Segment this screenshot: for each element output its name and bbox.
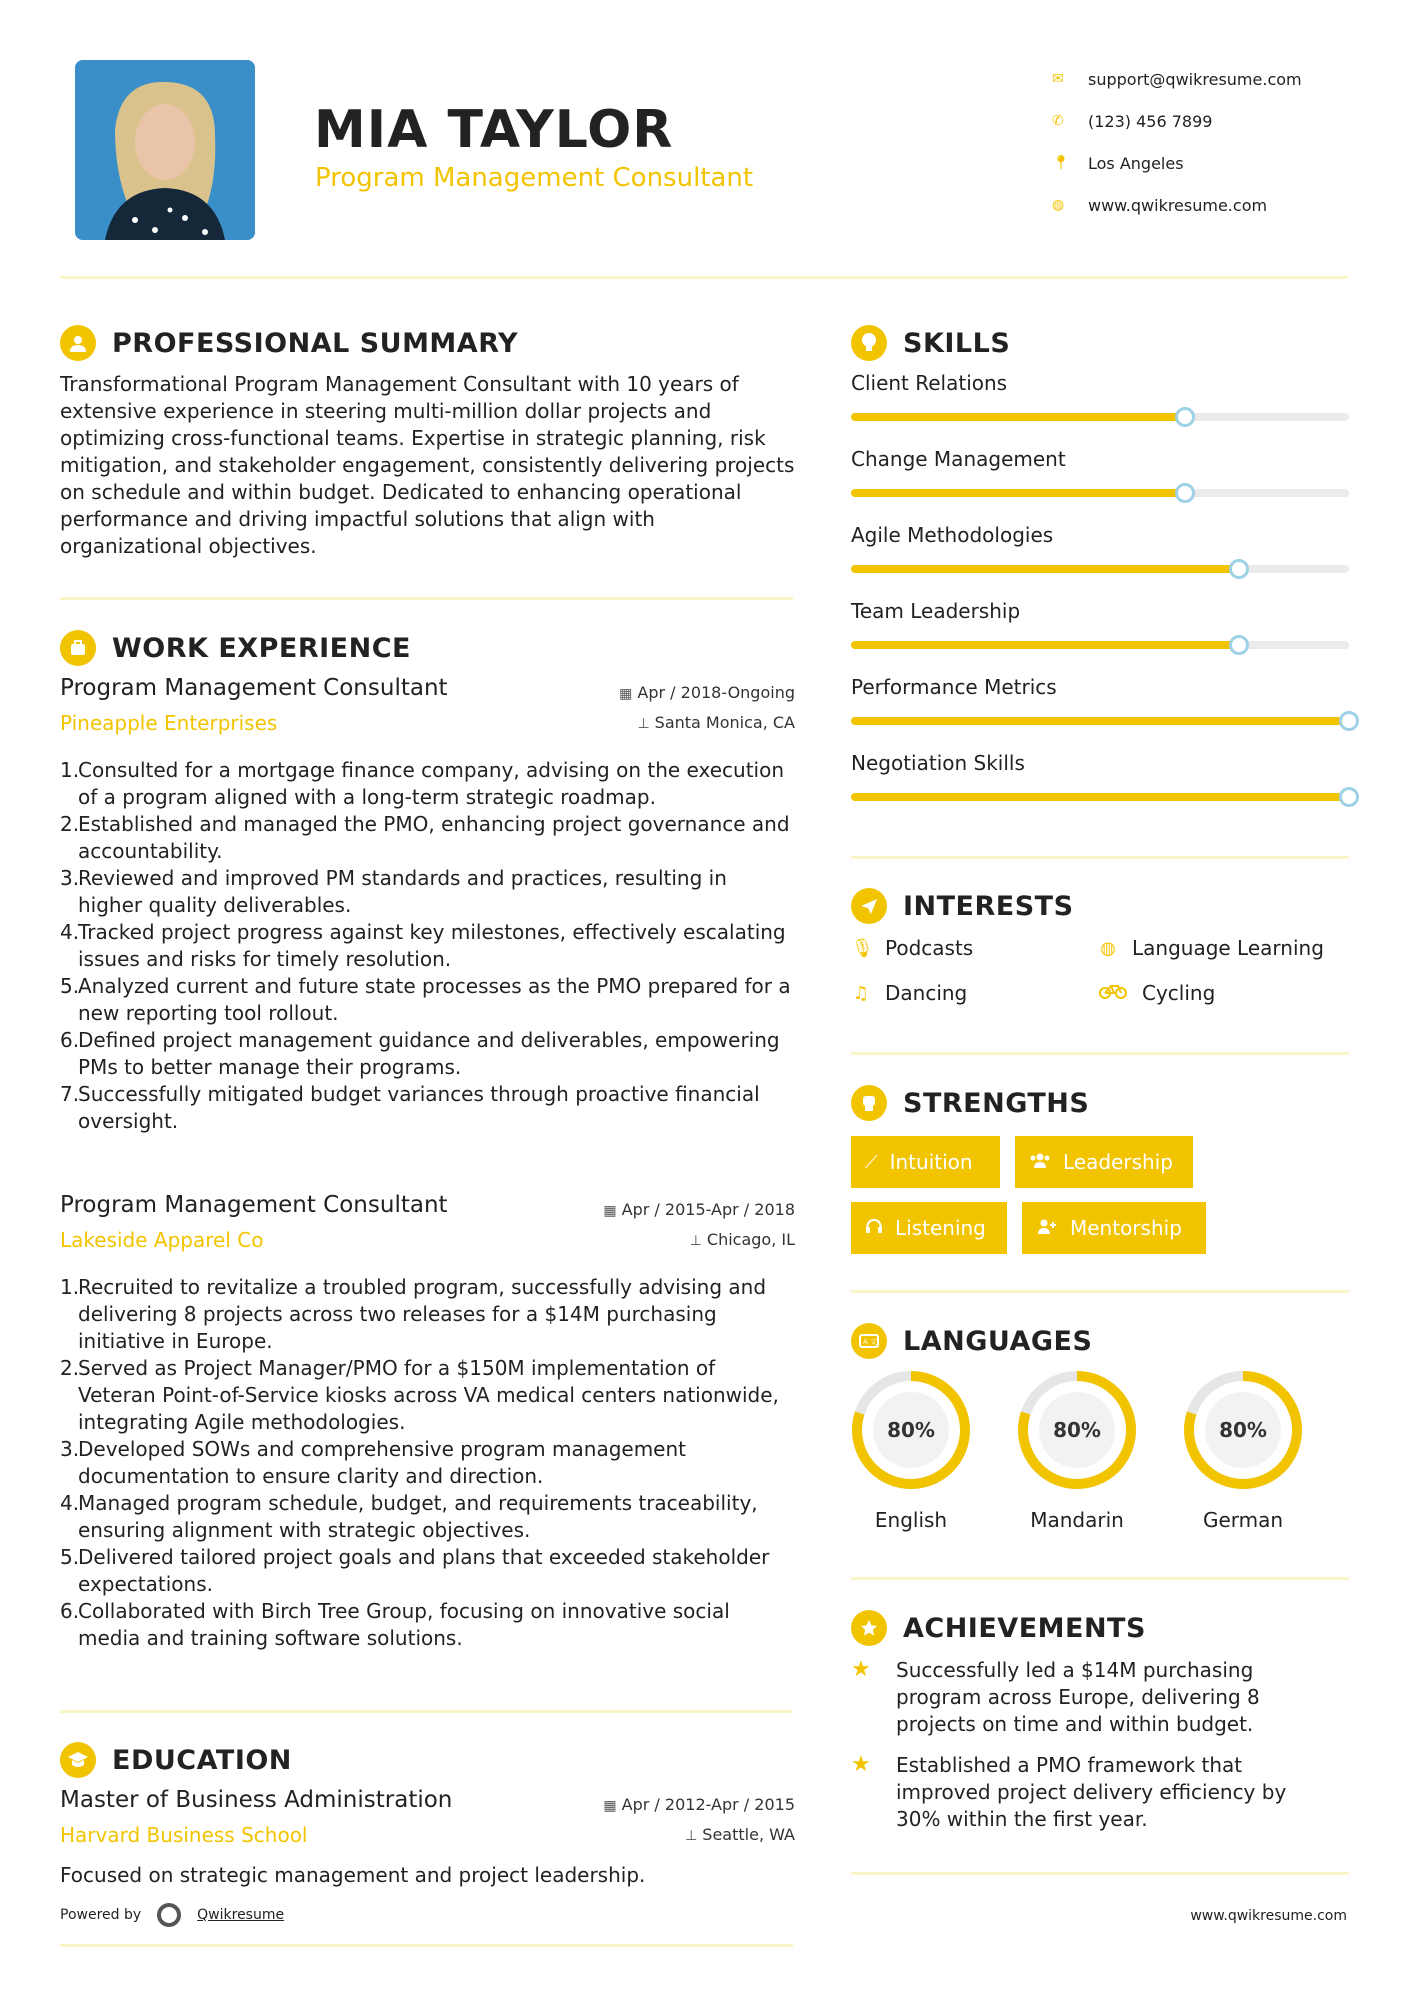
skill-name: Team Leadership (851, 599, 1021, 623)
footer-divider (60, 1944, 793, 1947)
headphones-icon (865, 1218, 883, 1239)
pin-icon: ⊥ (637, 716, 650, 732)
interest-item (1098, 936, 1324, 960)
skill-item (851, 371, 1349, 421)
skill-item (851, 523, 1349, 573)
skill-level-knob (1175, 407, 1195, 427)
skill-level-knob (1339, 787, 1359, 807)
summary-title: PROFESSIONAL SUMMARY (112, 327, 519, 359)
job-date (603, 1200, 795, 1219)
skill-name: Negotiation Skills (851, 751, 1025, 775)
music-note-icon: ♫ (852, 982, 870, 1004)
candidate-title: Program Management Consultant (315, 163, 754, 193)
globe-icon: ◍ (1052, 197, 1065, 213)
skill-fill (851, 717, 1349, 725)
strength-label: Listening (895, 1216, 986, 1240)
skill-item (851, 599, 1349, 649)
language-item (1015, 1368, 1139, 1532)
achievement-text: Successfully led a $14M purchasing program across Europe, delivering 8 projects on time and within budget. (896, 1658, 1260, 1736)
language-name: Mandarin (1030, 1508, 1124, 1532)
language-name: English (874, 1508, 948, 1532)
job-location (637, 713, 795, 732)
strength-chip (1022, 1202, 1206, 1254)
skill-name: Change Management (851, 447, 1066, 471)
list-item: 2.Established and managed the PMO, enhancing project governance and accountability. (60, 812, 790, 863)
interest-label: Language Learning (1132, 936, 1324, 960)
list-item: 4.Tracked project progress against key milestones, effectively escalating issues and risks for timely resolution. (60, 920, 786, 971)
language-percent: 80% (1219, 1418, 1267, 1442)
user-icon (60, 325, 96, 361)
list-item: 5.Analyzed current and future state processes as the PMO prepared for a new reporting tool rollout. (60, 974, 791, 1025)
shooting-star-icon: ★ (851, 1657, 871, 1682)
list-item: 1.Consulted for a mortgage finance company, advising on the execution of a program aligned with a long-term strategic roadmap. (60, 758, 785, 809)
strength-label: Intuition (889, 1150, 973, 1174)
powered-by (60, 1903, 284, 1927)
footer-site[interactable]: www.qwikresume.com (1190, 1908, 1347, 1924)
languages-title: LANGUAGES (903, 1325, 1093, 1357)
school-name: Harvard Business School (60, 1823, 308, 1847)
list-item: 1.Recruited to revitalize a troubled program, successfully advising and delivering 8 projects across two releases for a $14M purchasing initiative in Europe. (60, 1275, 767, 1353)
map-pin-icon: 📍︎ (1052, 155, 1070, 171)
list-item: 4.Managed program schedule, budget, and requirements traceability, ensuring alignment with strategic objectives. (60, 1491, 758, 1542)
strength-label: Mentorship (1070, 1216, 1182, 1240)
skill-track (851, 413, 1349, 421)
interests-divider (851, 1052, 1349, 1055)
achievement-item (851, 1752, 1321, 1833)
magic-wand-icon: ⟋ (865, 1151, 878, 1173)
skill-item (851, 675, 1349, 725)
contact-website[interactable] (1050, 184, 1350, 226)
phone-icon: ✆ (1052, 113, 1064, 129)
language-percent: 80% (887, 1418, 935, 1442)
education-date-text: Apr / 2012-Apr / 2015 (621, 1795, 795, 1814)
achievements-heading (851, 1610, 1146, 1646)
interest-label: Cycling (1142, 981, 1216, 1005)
skill-fill (851, 641, 1239, 649)
job-bullets (60, 1274, 795, 1652)
pin-icon: ⊥ (689, 1233, 702, 1249)
interest-item (851, 936, 973, 960)
skill-fill (851, 489, 1185, 497)
paper-plane-icon (851, 888, 887, 924)
degree-title: Master of Business Administration (60, 1787, 453, 1813)
contact-phone-text: (123) 456 7899 (1088, 111, 1213, 131)
strength-label: Leadership (1063, 1150, 1173, 1174)
skill-track (851, 641, 1349, 649)
star-badge-icon (851, 1610, 887, 1646)
skill-level-knob (1229, 559, 1249, 579)
svg-text:A: A (863, 1338, 868, 1346)
education-description: Focused on strategic management and project leadership. (60, 1863, 646, 1887)
strength-chip (851, 1136, 1000, 1188)
achievement-item (851, 1657, 1321, 1738)
users-icon (1029, 1152, 1051, 1173)
list-item: 7.Successfully mitigated budget variances through proactive financial oversight. (60, 1082, 760, 1133)
skill-name: Client Relations (851, 371, 1008, 395)
language-icon (851, 1323, 887, 1359)
qwikresume-logo-icon (157, 1903, 181, 1927)
education-location-text: Seattle, WA (702, 1825, 795, 1844)
strength-chip (1015, 1136, 1193, 1188)
graduation-cap-icon (60, 1742, 96, 1778)
candidate-name: MIA TAYLOR (314, 100, 674, 160)
strengths-title: STRENGTHS (903, 1087, 1090, 1119)
job-entry (60, 1192, 795, 1652)
skill-item (851, 447, 1349, 497)
achievements-title: ACHIEVEMENTS (903, 1612, 1146, 1644)
lightbulb-icon (851, 325, 887, 361)
skill-fill (851, 793, 1349, 801)
job-bullets (60, 757, 795, 1135)
language-ring (1015, 1368, 1139, 1492)
skill-item (851, 751, 1349, 801)
interest-label: Dancing (885, 981, 968, 1005)
experience-divider (60, 1710, 793, 1713)
qwikresume-link[interactable]: Qwikresume (197, 1907, 285, 1923)
job-date-text: Apr / 2015-Apr / 2018 (621, 1200, 795, 1219)
languages-heading (851, 1323, 1092, 1359)
job-company: Pineapple Enterprises (60, 711, 278, 735)
language-item (849, 1368, 973, 1532)
interests-title: INTERESTS (903, 890, 1074, 922)
language-item (1181, 1368, 1305, 1532)
experience-heading (60, 630, 411, 666)
svg-text:文: 文 (870, 1338, 877, 1346)
contact-website-text: www.qwikresume.com (1088, 195, 1268, 215)
summary-text: Transformational Program Management Consultant with 10 years of extensive experience in steering multi-million dollar projects and optimizing cross-functional teams. Expertise in strategic planning, risk mitigation, and stakeholder engagement, consistently delivering projects on schedule and within budget. Dedicated to enhancing operational performance and driving impactful solutions that align with organizational objectives. (60, 372, 795, 558)
list-item: 6.Collaborated with Birch Tree Group, focusing on innovative social media and training software solutions. (60, 1599, 730, 1650)
interest-item (851, 981, 967, 1005)
job-location-text: Chicago, IL (706, 1230, 795, 1249)
skill-level-knob (1339, 711, 1359, 731)
calendar-icon: ▦ (603, 1203, 617, 1219)
job-location-text: Santa Monica, CA (654, 713, 795, 732)
strengths-heading (851, 1085, 1089, 1121)
summary-heading (60, 325, 518, 361)
interests-heading (851, 888, 1074, 924)
skills-title: SKILLS (903, 327, 1011, 359)
education-heading (60, 1742, 292, 1778)
language-ring (849, 1368, 973, 1492)
calendar-icon: ▦ (619, 686, 633, 702)
skill-fill (851, 565, 1239, 573)
interest-item (1098, 981, 1215, 1005)
skill-level-knob (1229, 635, 1249, 655)
summary-divider (60, 597, 793, 600)
education-entry (60, 1787, 795, 1887)
skill-level-knob (1175, 483, 1195, 503)
languages-divider (851, 1577, 1349, 1580)
list-item: 3.Reviewed and improved PM standards and practices, resulting in higher quality deliverables. (60, 866, 727, 917)
job-entry (60, 675, 795, 1135)
microphone-icon: 🎙︎ (851, 937, 874, 959)
calendar-icon: ▦ (603, 1798, 617, 1814)
profile-photo (75, 60, 255, 240)
skill-track (851, 717, 1349, 725)
language-percent: 80% (1053, 1418, 1101, 1442)
bicycle-icon (1098, 982, 1128, 1005)
skills-divider (851, 856, 1349, 859)
job-date (619, 683, 795, 702)
skill-name: Performance Metrics (851, 675, 1057, 699)
contact-list (1050, 58, 1350, 226)
job-title: Program Management Consultant (60, 1192, 448, 1218)
list-item: 6.Defined project management guidance and deliverables, empowering PMs to better manage their programs. (60, 1028, 780, 1079)
job-date-text: Apr / 2018-Ongoing (637, 683, 795, 702)
job-location (690, 1230, 795, 1249)
briefcase-icon (60, 630, 96, 666)
skill-fill (851, 413, 1185, 421)
language-ring (1181, 1368, 1305, 1492)
header-divider (60, 276, 1348, 279)
skill-track (851, 565, 1349, 573)
contact-email-text: support@qwikresume.com (1088, 69, 1302, 89)
job-company: Lakeside Apparel Co (60, 1228, 264, 1252)
raised-fist-icon (851, 1085, 887, 1121)
education-date (603, 1795, 795, 1814)
contact-email[interactable] (1050, 58, 1350, 100)
pin-icon: ⊥ (685, 1828, 698, 1844)
user-plus-icon (1036, 1218, 1058, 1239)
skill-name: Agile Methodologies (851, 523, 1054, 547)
contact-location (1050, 142, 1350, 184)
job-title: Program Management Consultant (60, 675, 448, 701)
list-item: 3.Developed SOWs and comprehensive program management documentation to ensure clarity and direction. (60, 1437, 686, 1488)
interest-label: Podcasts (885, 936, 974, 960)
contact-location-text: Los Angeles (1088, 153, 1184, 173)
envelope-icon: ✉ (1052, 71, 1064, 87)
list-item: 2.Served as Project Manager/PMO for a $150M implementation of Veteran Point-of-Service kiosks across VA medical centers nationwide, integrating Agile methodologies. (60, 1356, 779, 1434)
skill-track (851, 793, 1349, 801)
education-title: EDUCATION (112, 1744, 292, 1776)
powered-by-label: Powered by (60, 1907, 142, 1923)
strength-chip (851, 1202, 1007, 1254)
shooting-star-icon: ★ (851, 1752, 871, 1777)
strengths-divider (851, 1290, 1349, 1293)
skill-track (851, 489, 1349, 497)
achievements-divider (851, 1872, 1349, 1875)
experience-title: WORK EXPERIENCE (112, 632, 411, 664)
achievement-text: Established a PMO framework that improved project delivery efficiency by 30% within the first year. (896, 1753, 1287, 1831)
contact-phone[interactable] (1050, 100, 1350, 142)
list-item: 5.Delivered tailored project goals and plans that exceeded stakeholder expectations. (60, 1545, 770, 1596)
language-name: German (1202, 1508, 1284, 1532)
globe-icon: ◍ (1100, 937, 1116, 959)
skills-heading (851, 325, 1010, 361)
education-location (685, 1825, 795, 1844)
